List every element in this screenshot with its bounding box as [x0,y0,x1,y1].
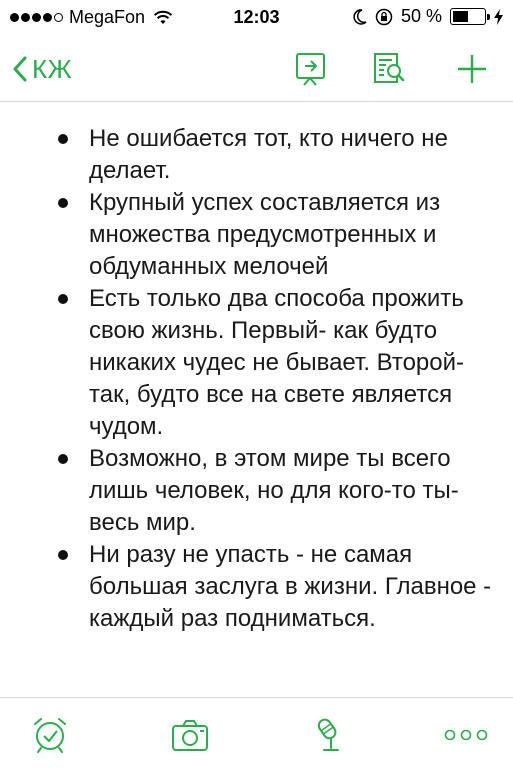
status-bar [0,0,513,36]
list-item-text: Есть только два способа прожить свою жизнь. Первый- как будто никаких чудес не бывает. Второй-так, будто все на свете является чудом. [89,285,465,440]
microphone-icon[interactable] [310,715,350,755]
status-right [353,6,503,27]
list-item [0,187,513,283]
bullet-icon [58,550,68,560]
list-item [0,123,513,187]
navigation-bar [0,36,513,102]
list-item-text: Крупный успех составляется из множества предусмотренных и обдуманных мелочей [89,189,441,280]
rotation-lock-icon [375,8,393,26]
battery-percent: 50 % [400,6,442,26]
alarm-icon[interactable] [30,715,70,755]
bullet-icon [58,454,68,464]
back-button[interactable] [12,52,72,86]
carrier-name: MegaFon [69,7,146,27]
more-icon[interactable] [442,715,490,755]
list-item [0,443,513,539]
list-item-text: Возможно, в этом мире ты всего лишь человек, но для кого-то ты- весь мир. [89,445,459,536]
list-item-text: Ни разу не упасть - не самая большая заслуга в жизни. Главное - каждый раз подниматься. [89,541,492,632]
bullet-list [0,123,513,635]
bottom-toolbar [0,697,513,770]
list-item [0,539,513,635]
back-label: КЖ [32,53,73,84]
present-icon[interactable] [291,50,329,88]
bullet-icon [58,134,68,144]
battery-icon [450,8,486,25]
list-item-text: Не ошибается тот, кто ничего не делает. [89,125,448,184]
charging-icon [494,9,503,25]
list-item [0,283,513,443]
bullet-icon [58,294,68,304]
camera-icon[interactable] [170,715,210,755]
clock: 12:03 [233,7,280,27]
note-content[interactable] [0,103,513,697]
add-icon[interactable] [453,50,491,88]
bullet-icon [58,198,68,208]
chevron-left-icon [12,55,28,83]
moon-icon [353,9,367,25]
search-note-icon[interactable] [370,50,408,88]
